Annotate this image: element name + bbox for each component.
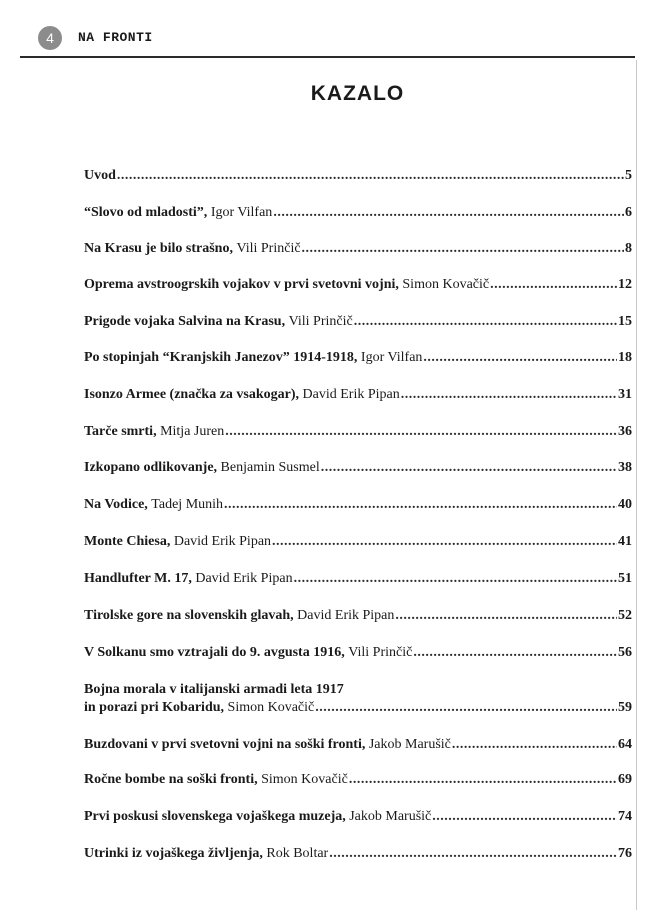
entry-title: Monte Chiesa, — [84, 534, 171, 549]
dot-leader — [349, 771, 617, 789]
entry-page: 8 — [625, 241, 632, 256]
toc-entry — [84, 845, 632, 863]
entry-title: Po stopinjah “Kranjskih Janezov” 1914-1918, — [84, 350, 358, 365]
dot-leader — [117, 167, 624, 185]
running-header — [20, 22, 635, 58]
entry-page: 31 — [618, 387, 632, 402]
entry-page: 76 — [618, 846, 632, 861]
running-title: NA FRONTI — [78, 30, 153, 45]
dot-leader — [452, 736, 617, 754]
toc-entry — [84, 570, 632, 588]
toc-entry — [84, 459, 632, 477]
toc-entry — [84, 681, 632, 717]
entry-title: Prigode vojaka Salvina na Krasu, — [84, 314, 286, 329]
toc-entry — [84, 808, 632, 826]
dot-leader — [432, 808, 617, 826]
dot-leader — [423, 349, 617, 367]
toc-entry — [84, 386, 632, 404]
entry-title: “Slovo od mladosti”, — [84, 205, 208, 220]
dot-leader — [401, 386, 617, 404]
dot-leader — [302, 240, 624, 258]
entry-author: Vili Prinčič — [348, 645, 413, 660]
entry-author: David Erik Pipan — [173, 534, 272, 549]
toc-entry — [84, 167, 632, 185]
entry-title: Izkopano odlikovanje, — [84, 460, 218, 475]
entry-title: Uvod — [84, 168, 116, 183]
toc-entry — [84, 771, 632, 789]
entry-author: Simon Kovačič — [402, 277, 490, 292]
entry-title: Buzdovani v prvi svetovni vojni na soški fronti, — [84, 737, 366, 752]
entry-author: Simon Kovačič — [261, 772, 348, 787]
dot-leader — [321, 459, 617, 477]
page-edge-line — [636, 60, 637, 910]
dot-leader — [225, 423, 617, 441]
entry-author: Vili Prinčič — [236, 241, 301, 256]
entry-title-line1: Bojna morala v italijanski armadi leta 1917 — [84, 682, 344, 697]
entry-page: 51 — [618, 571, 632, 586]
toc-entry — [84, 736, 632, 754]
entry-title: Tarče smrti, — [84, 424, 157, 439]
toc-entry — [84, 313, 632, 331]
entry-title: V Solkanu smo vztrajali do 9. avgusta 1916, — [84, 645, 345, 660]
toc-entry — [84, 276, 632, 294]
entry-author: Igor Vilfan — [210, 205, 273, 220]
entry-page: 74 — [618, 809, 632, 824]
entry-page: 15 — [618, 314, 632, 329]
dot-leader — [413, 644, 617, 662]
page-title: KAZALO — [310, 82, 405, 105]
entry-author: Mitja Juren — [160, 424, 225, 439]
entry-page: 12 — [618, 277, 632, 292]
entry-author: Simon Kovačič — [227, 700, 315, 715]
toc-entry — [84, 644, 632, 662]
entry-author: Jakob Marušič — [349, 809, 432, 824]
dot-leader — [395, 607, 617, 625]
entry-author: David Erik Pipan — [195, 571, 293, 586]
dot-leader — [354, 313, 617, 331]
toc-entry — [84, 349, 632, 367]
toc-entry — [84, 240, 632, 258]
dot-leader — [224, 496, 617, 514]
entry-author: Rok Boltar — [266, 846, 329, 861]
dot-leader — [329, 845, 617, 863]
entry-title: Utrinki iz vojaškega življenja, — [84, 846, 263, 861]
entry-page: 6 — [625, 205, 632, 220]
entry-page: 18 — [618, 350, 632, 365]
dot-leader — [315, 699, 617, 717]
dot-leader — [294, 570, 617, 588]
entry-page: 5 — [625, 168, 632, 183]
toc-entry — [84, 204, 632, 222]
entry-title: Na Vodice, — [84, 497, 148, 512]
toc-entry — [84, 423, 632, 441]
entry-page: 52 — [618, 608, 632, 623]
entry-page: 36 — [618, 424, 632, 439]
entry-title: Handlufter M. 17, — [84, 571, 192, 586]
entry-page: 40 — [618, 497, 632, 512]
toc-entry — [84, 533, 632, 551]
entry-author: Igor Vilfan — [360, 350, 423, 365]
entry-page: 41 — [618, 534, 632, 549]
page-number-badge: 4 — [38, 26, 62, 50]
entry-page: 38 — [618, 460, 632, 475]
dot-leader — [272, 533, 617, 551]
entry-title: Ročne bombe na soški fronti, — [84, 772, 258, 787]
entry-title: Tirolske gore na slovenskih glavah, — [84, 608, 294, 623]
entry-page: 59 — [618, 700, 632, 715]
entry-title: Na Krasu je bilo strašno, — [84, 241, 233, 256]
entry-page: 64 — [618, 737, 632, 752]
entry-author: Vili Prinčič — [288, 314, 353, 329]
entry-author: Jakob Marušič — [368, 737, 451, 752]
dot-leader — [273, 204, 624, 222]
entry-title: Oprema avstroogrskih vojakov v prvi svetovni vojni, — [84, 277, 399, 292]
entry-page: 56 — [618, 645, 632, 660]
entry-author: David Erik Pipan — [302, 387, 400, 402]
entry-author: Tadej Munih — [151, 497, 224, 512]
entry-title: Isonzo Armee (značka za vsakogar), — [84, 387, 300, 402]
dot-leader — [490, 276, 617, 294]
toc-entry — [84, 607, 632, 625]
entry-author: David Erik Pipan — [297, 608, 395, 623]
entry-page: 69 — [618, 772, 632, 787]
entry-title: in porazi pri Kobaridu, — [84, 700, 225, 715]
entry-title: Prvi poskusi slovenskega vojaškega muzeja, — [84, 809, 346, 824]
toc-entry — [84, 496, 632, 514]
entry-author: Benjamin Susmel — [220, 460, 320, 475]
